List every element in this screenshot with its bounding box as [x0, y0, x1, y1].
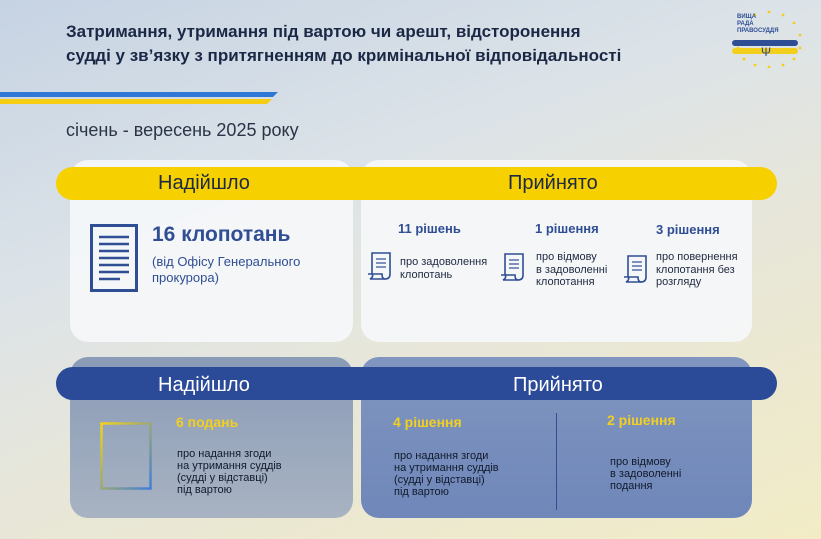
decor-stripe-yellow — [0, 99, 272, 104]
received-desc-bottom: про надання згоди на утримання суддів (судді у відставці) під вартою — [177, 448, 282, 496]
received-source: (від Офісу Генерального прокурора) — [152, 254, 301, 285]
scroll-icon — [622, 253, 650, 285]
trident-icon: Ψ — [761, 45, 772, 59]
decision-text-bottom-1: про надання згоди на утримання суддів (судді у відставці) під вартою — [394, 450, 499, 498]
scroll-icon — [366, 250, 394, 282]
title-line-1: Затримання, утримання під вартою чи арешт, відсторонення — [66, 22, 581, 41]
decision-count-2: 1 рішення — [535, 221, 599, 236]
column-divider — [556, 413, 557, 510]
document-icon — [90, 224, 138, 292]
period-subtitle: січень - вересень 2025 року — [66, 120, 299, 140]
page-title — [66, 20, 726, 68]
decision-count-bottom-2: 2 рішення — [607, 412, 676, 428]
decision-text-2: про відмову в задоволенні клопотання — [536, 251, 608, 288]
decision-text-bottom-2: про відмову в задоволенні подання — [610, 456, 682, 492]
decision-text-1: про задоволення клопотань — [400, 256, 488, 281]
document-icon — [100, 422, 152, 490]
accepted-label-bottom: Прийнято — [513, 374, 603, 396]
decision-count-3: 3 рішення — [656, 222, 720, 237]
logo — [728, 8, 810, 68]
logo-text: ВИЩА РАДА ПРАВОСУДДЯ — [737, 14, 779, 34]
received-label-bottom: Надійшло — [158, 374, 250, 396]
received-label-top: Надійшло — [158, 172, 250, 194]
scroll-icon — [499, 251, 527, 283]
accepted-label-top: Прийнято — [508, 172, 598, 194]
decor-stripe-blue — [0, 92, 278, 97]
received-count-top: 16 клопотань — [152, 223, 291, 246]
received-count-bottom: 6 подань — [176, 414, 239, 430]
decision-count-1: 11 рішень — [398, 221, 461, 236]
decision-text-3: про повернення клопотання без розгляду — [656, 251, 738, 288]
decision-count-bottom-1: 4 рішення — [393, 414, 462, 430]
title-line-2: судді у зв’язку з притягненням до кримінальної відповідальності — [66, 46, 622, 65]
